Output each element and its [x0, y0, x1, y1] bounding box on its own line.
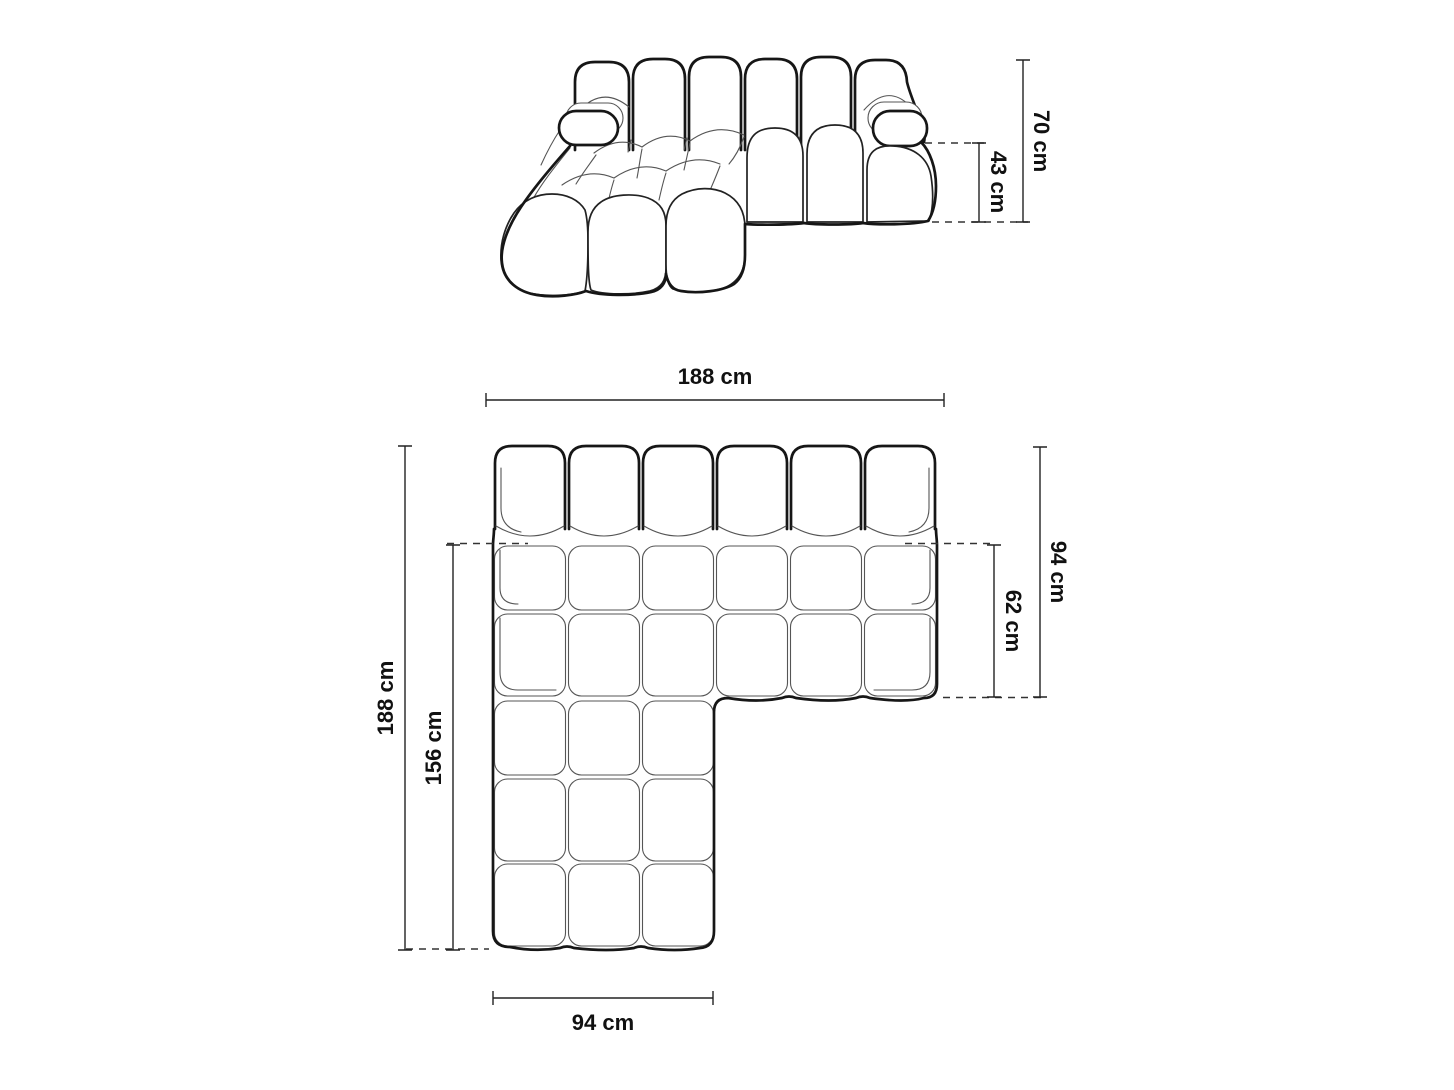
top-seat-cells	[495, 546, 936, 696]
top-chaise-width-label: 94 cm	[571, 1010, 635, 1035]
side-right-armrest	[864, 96, 927, 146]
sofa-top-view	[493, 446, 937, 950]
side-seat-height-label: 43 cm	[986, 150, 1011, 214]
side-back-cushions	[575, 57, 925, 150]
top-seat-depth-label: 62 cm	[1001, 589, 1026, 653]
side-view-dimensions	[925, 60, 1054, 222]
top-right-depth-dim-line	[1033, 447, 1047, 697]
side-total-height-label: 70 cm	[1029, 109, 1054, 173]
top-total-depth-dim-line	[398, 446, 412, 950]
top-total-width-dim-line	[486, 393, 944, 407]
top-chaise-extension-label: 156 cm	[421, 710, 446, 786]
side-seat-height-dim-line	[972, 143, 986, 222]
top-chaise-cells	[495, 701, 714, 946]
top-silhouette-outline	[493, 529, 937, 950]
top-back-cushions	[495, 446, 935, 536]
top-chaise-width-dim-line	[493, 991, 713, 1005]
top-seat-depth-dim-line	[987, 545, 1001, 697]
top-total-width-label: 188 cm	[677, 364, 753, 389]
side-left-armrest	[559, 97, 629, 145]
top-chaise-extension-dim-line	[446, 545, 460, 950]
side-chaise-cushions	[501, 189, 745, 296]
top-right-depth-label: 94 cm	[1046, 540, 1071, 604]
sofa-side-view	[501, 57, 936, 296]
side-total-height-dim-line	[1016, 60, 1030, 222]
top-total-depth-label: 188 cm	[373, 660, 398, 736]
